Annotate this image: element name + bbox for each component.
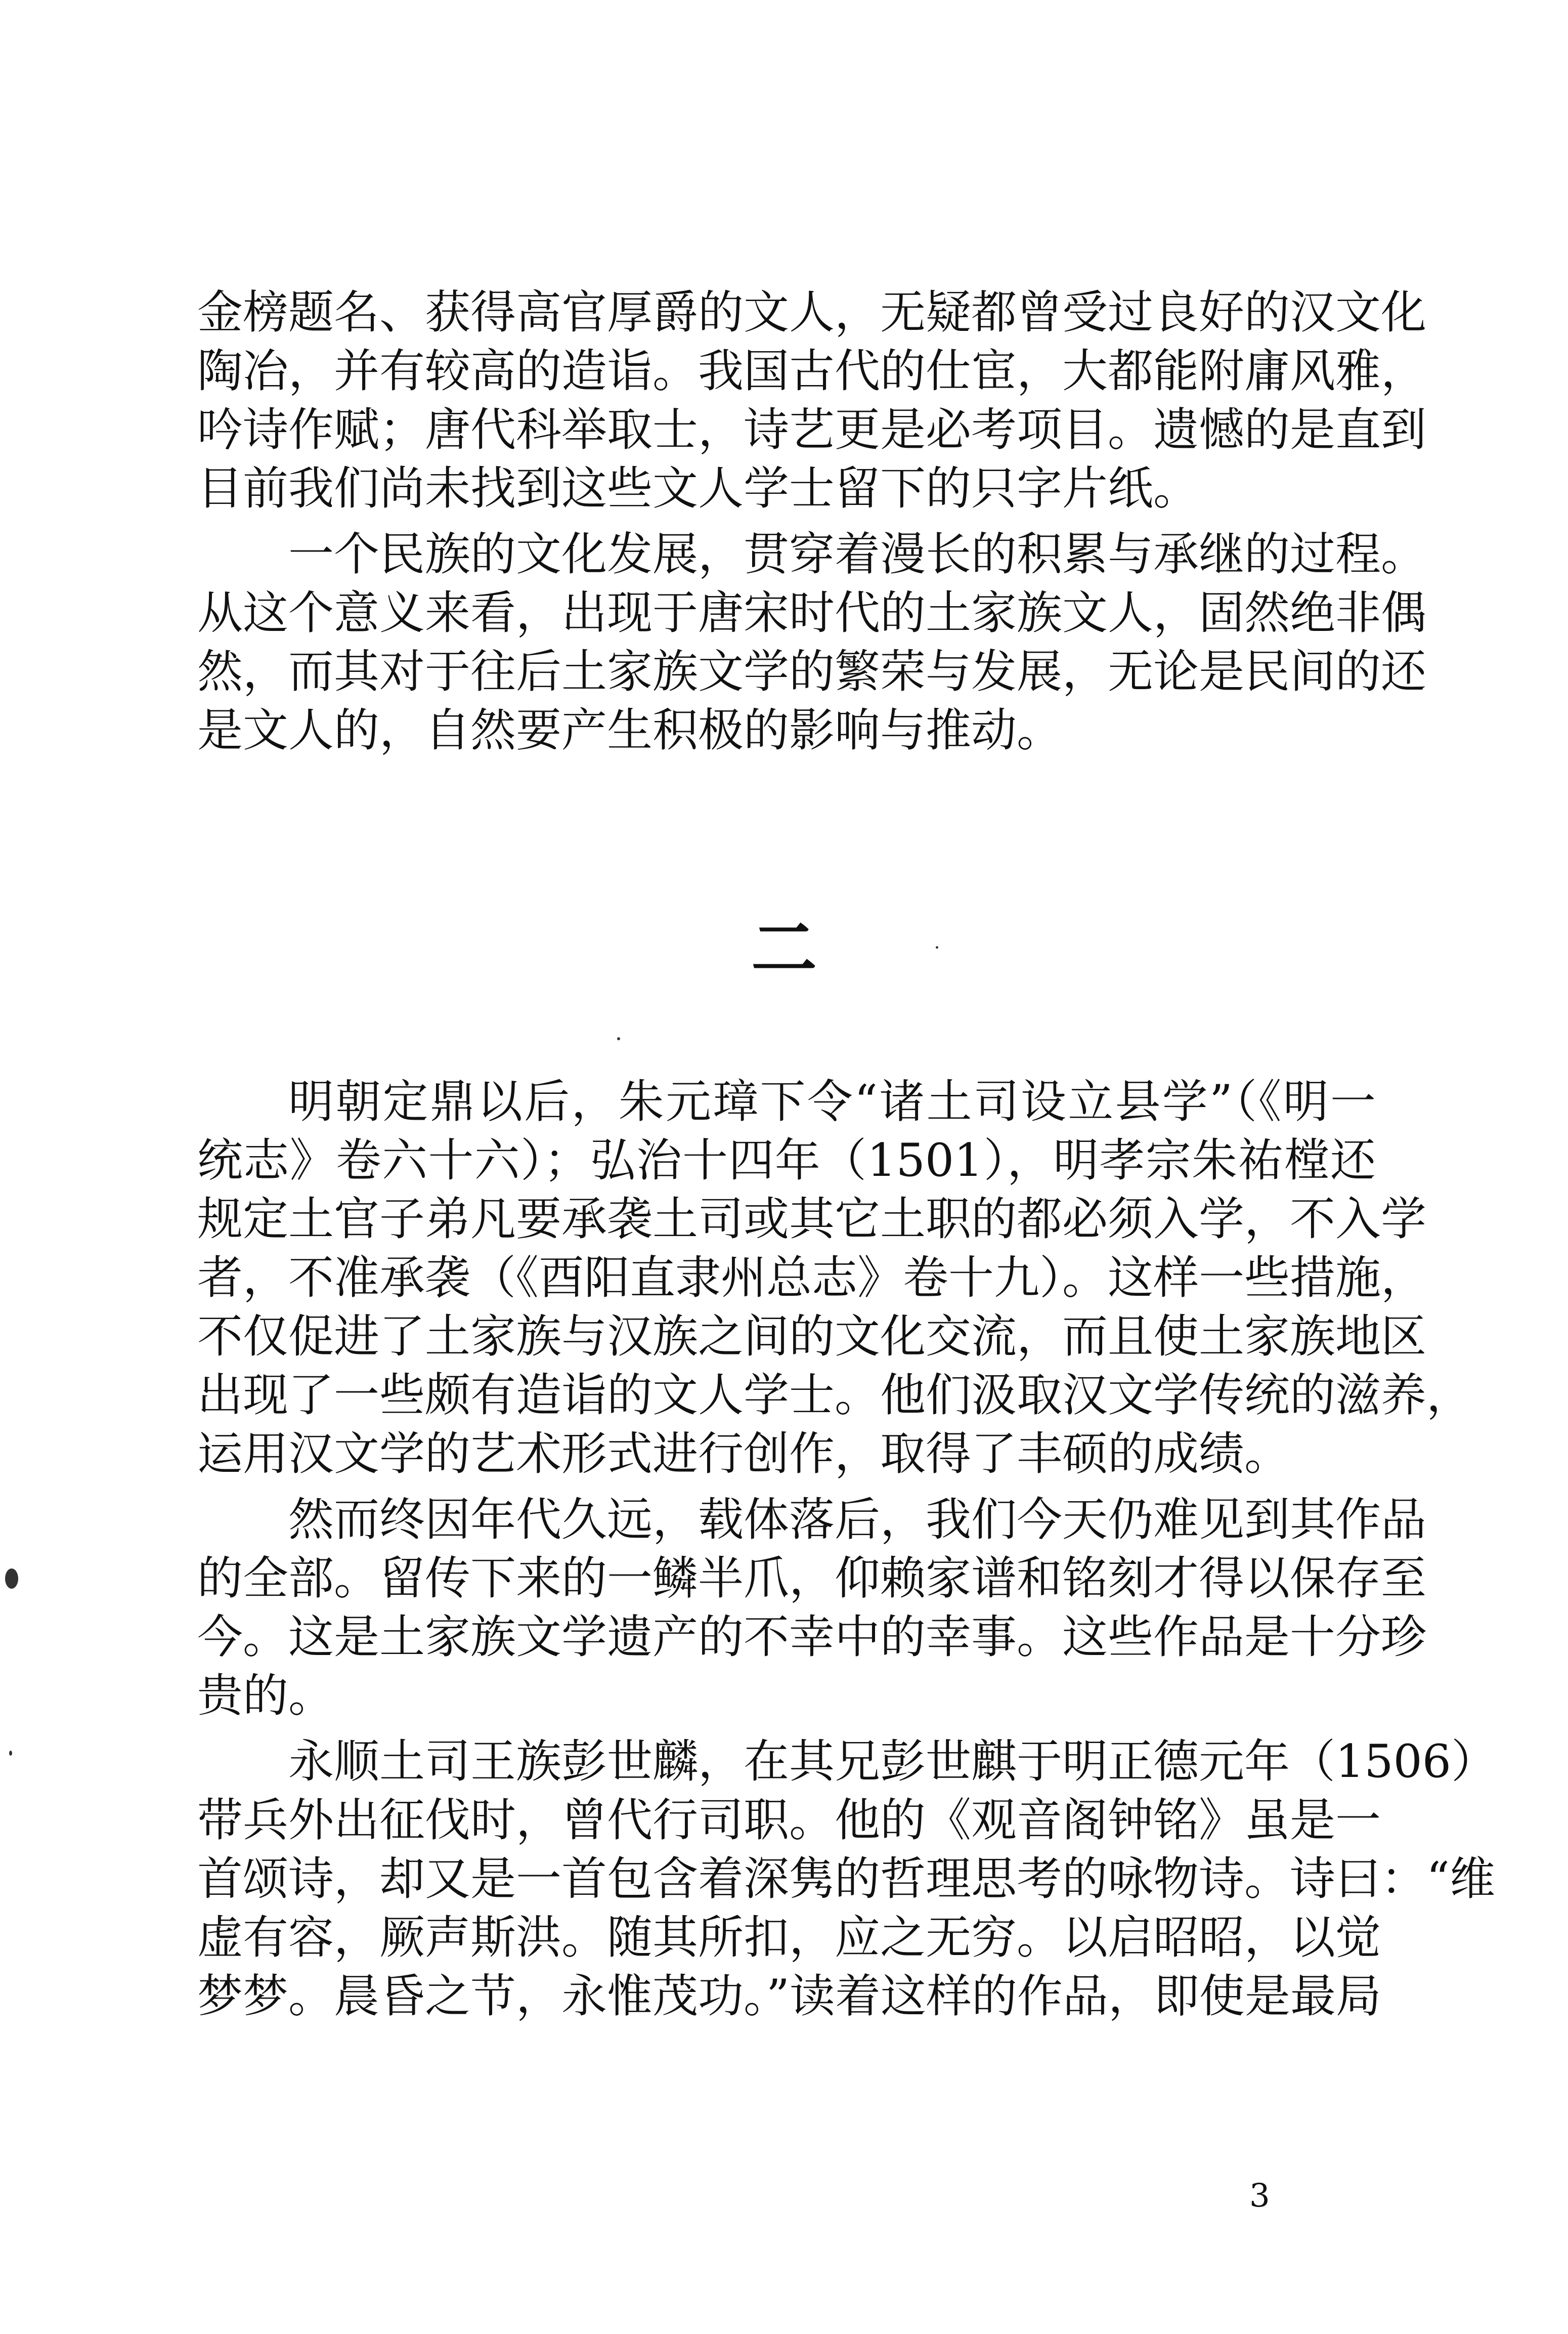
scan-speck [617,1037,620,1040]
text-line: 运用汉文学的艺术形式进行创作，取得了丰硕的成绩。 [197,1427,1290,1480]
text-line: 虚有容，厥声斯洪。随其所扣，应之无穷。以启昭昭，以觉 [197,1911,1381,1964]
paragraph [197,1491,1426,1725]
text-line: 规定土官子弟凡要承袭土司或其它土职的都必须入学，不入学 [197,1193,1426,1246]
text-block-part2 [197,1073,1497,2026]
text-line: 吟诗作赋；唐代科举取士，诗艺更是必考项目。遗憾的是直到 [197,403,1426,456]
page-number: 3 [1249,2177,1270,2215]
text-line: 从这个意义来看，出现于唐宋时代的土家族文人，固然绝非偶 [197,586,1426,640]
text-line: 首颂诗，却又是一首包含着深隽的哲理思考的咏物诗。诗曰：“维 [197,1852,1496,1905]
text-line: 贵的。 [197,1669,334,1722]
text-line: 目前我们尚未找到这些文人学士留下的只字片纸。 [197,462,1199,515]
text-line: 然，而其对于往后土家族文学的繁荣与发展，无论是民间的还 [197,645,1426,698]
text-line: 今。这是土家族文学遗产的不幸中的幸事。这些作品是十分珍 [197,1610,1426,1664]
text-line: 是文人的，自然要产生积极的影响与推动。 [197,704,1062,757]
paragraph [197,283,1426,518]
text-line: 陶冶，并有较高的造诣。我国古代的仕宦，大都能附庸风雅， [197,345,1426,398]
paragraph [197,525,1426,760]
text-line: 不仅促进了土家族与汉族之间的文化交流，而且使土家族地区 [197,1310,1426,1363]
text-line: 梦梦。晨昏之节，永惟茂功。”读着这样的作品，即使是最局 [197,1970,1382,2023]
text-line: 永顺土司王族彭世麟，在其兄彭世麒于明正德元年（1506） [288,1735,1497,1788]
text-line: 的全部。留传下来的一鳞半爪，仰赖家谱和铭刻才得以保存至 [197,1552,1426,1605]
scan-speck [9,1751,12,1756]
scan-speck [936,946,938,949]
scan-speck [5,1568,18,1589]
text-line: 然而终因年代久远，载体落后，我们今天仍难见到其作品 [288,1493,1426,1546]
text-line: 统志》卷六十六）；弘治十四年（1501），明孝宗朱祐樘还 [197,1134,1376,1187]
text-line: 金榜题名、获得高官厚爵的文人，无疑都曾受过良好的汉文化 [197,286,1426,339]
text-line: 明朝定鼎以后，朱元璋下令“诸土司设立县学”（《明一 [288,1075,1376,1128]
text-block-part1 [197,283,1426,760]
text-line: 者，不准承袭（《酉阳直隶州总志》卷十九）。这样一些措施， [197,1251,1426,1304]
text-line: 带兵外出征伐时，曾代行司职。他的《观音阁钟铭》虽是一 [197,1794,1381,1847]
text-line: 出现了一些颇有造诣的文人学士。他们汲取汉文学传统的滋养， [197,1369,1472,1422]
paragraph [197,1073,1472,1483]
section-heading: 二 [751,910,817,987]
paragraph [197,1732,1497,2026]
text-line: 一个民族的文化发展，贯穿着漫长的积累与承继的过程。 [288,528,1426,581]
